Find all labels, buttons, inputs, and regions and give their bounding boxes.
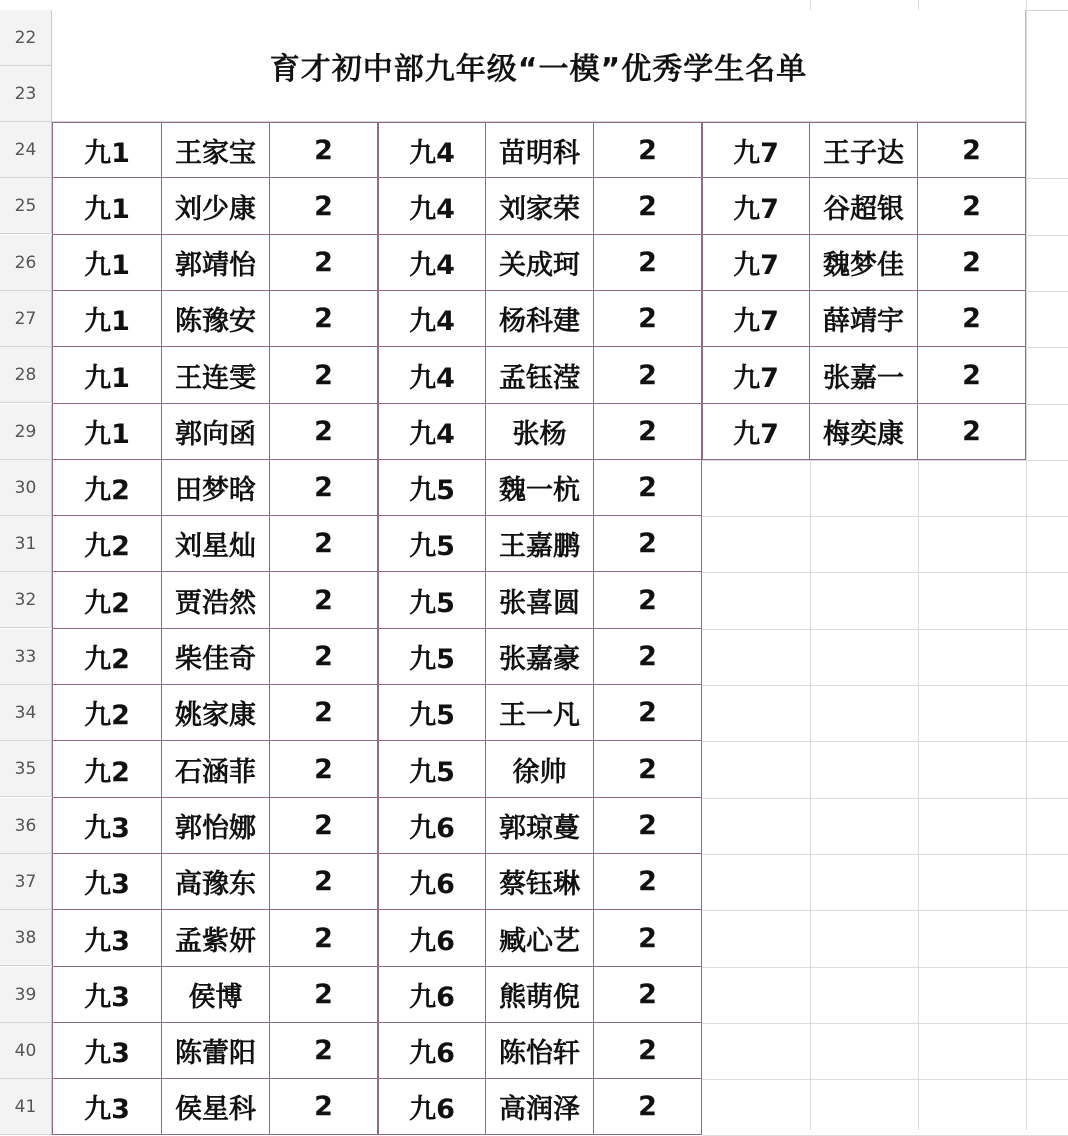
class-cell[interactable]: 九7 xyxy=(702,291,810,347)
class-cell[interactable]: 九5 xyxy=(378,685,486,741)
class-cell[interactable]: 九7 xyxy=(702,235,810,291)
name-cell[interactable]: 郭怡娜 xyxy=(162,798,270,854)
row-header[interactable]: 35 xyxy=(0,741,52,797)
class-cell[interactable]: 九4 xyxy=(378,178,486,235)
score-cell[interactable]: 2 xyxy=(270,685,378,741)
row-header[interactable]: 30 xyxy=(0,460,52,516)
row-header[interactable]: 27 xyxy=(0,291,52,347)
score-cell[interactable]: 2 xyxy=(270,122,378,178)
score-cell[interactable]: 2 xyxy=(270,854,378,910)
score-cell[interactable]: 2 xyxy=(594,460,702,516)
row-header[interactable]: 31 xyxy=(0,516,52,572)
name-cell[interactable]: 熊萌倪 xyxy=(486,967,594,1023)
score-cell[interactable]: 2 xyxy=(918,178,1026,235)
class-cell[interactable]: 九2 xyxy=(52,685,162,741)
class-cell[interactable]: 九1 xyxy=(52,235,162,291)
class-cell[interactable]: 九6 xyxy=(378,910,486,967)
row-header[interactable]: 39 xyxy=(0,967,52,1023)
name-cell[interactable]: 王连雯 xyxy=(162,347,270,404)
score-cell[interactable]: 2 xyxy=(270,516,378,572)
class-cell[interactable]: 九7 xyxy=(702,122,810,178)
class-cell[interactable]: 九5 xyxy=(378,741,486,798)
class-cell[interactable]: 九7 xyxy=(702,404,810,460)
name-cell[interactable]: 杨科建 xyxy=(486,291,594,347)
name-cell[interactable]: 石涵菲 xyxy=(162,741,270,798)
class-cell[interactable]: 九5 xyxy=(378,629,486,685)
class-cell[interactable]: 九2 xyxy=(52,460,162,516)
name-cell[interactable]: 高豫东 xyxy=(162,854,270,910)
class-cell[interactable]: 九3 xyxy=(52,967,162,1023)
name-cell[interactable]: 谷超银 xyxy=(810,178,918,235)
row-header[interactable]: 38 xyxy=(0,910,52,966)
name-cell[interactable]: 郭向函 xyxy=(162,404,270,460)
score-cell[interactable]: 2 xyxy=(270,741,378,798)
class-cell[interactable]: 九4 xyxy=(378,235,486,291)
row-header[interactable]: 32 xyxy=(0,572,52,628)
grid-line xyxy=(702,910,1068,911)
row-header[interactable]: 33 xyxy=(0,629,52,685)
grid-line xyxy=(702,460,1068,461)
class-cell[interactable]: 九1 xyxy=(52,347,162,404)
name-cell[interactable]: 侯星科 xyxy=(162,1079,270,1135)
row-header[interactable]: 41 xyxy=(0,1079,52,1135)
class-cell[interactable]: 九6 xyxy=(378,1023,486,1079)
row-header[interactable]: 36 xyxy=(0,798,52,854)
class-cell[interactable]: 九5 xyxy=(378,460,486,516)
name-cell[interactable]: 郭靖怡 xyxy=(162,235,270,291)
class-cell[interactable]: 九4 xyxy=(378,291,486,347)
class-cell[interactable]: 九1 xyxy=(52,178,162,235)
class-cell[interactable]: 九5 xyxy=(378,572,486,629)
class-cell[interactable]: 九5 xyxy=(378,516,486,572)
score-cell[interactable]: 2 xyxy=(594,404,702,460)
name-cell[interactable]: 关成珂 xyxy=(486,235,594,291)
name-cell[interactable]: 魏梦佳 xyxy=(810,235,918,291)
grid-line xyxy=(702,572,1068,573)
score-cell[interactable]: 2 xyxy=(594,572,702,629)
score-cell[interactable]: 2 xyxy=(594,798,702,854)
score-cell[interactable]: 2 xyxy=(918,122,1026,178)
row-header[interactable]: 34 xyxy=(0,685,52,741)
class-cell[interactable]: 九2 xyxy=(52,572,162,629)
score-cell[interactable]: 2 xyxy=(918,404,1026,460)
class-cell[interactable]: 九6 xyxy=(378,1079,486,1135)
row-header[interactable]: 29 xyxy=(0,404,52,460)
score-cell[interactable]: 2 xyxy=(594,910,702,967)
name-cell[interactable]: 郭琼蔓 xyxy=(486,798,594,854)
class-cell[interactable]: 九7 xyxy=(702,178,810,235)
sheet-title[interactable]: 育才初中部九年级“一模”优秀学生名单 xyxy=(52,10,1026,122)
row-header-23[interactable]: 23 xyxy=(0,66,52,122)
grid-line xyxy=(702,798,1068,799)
score-cell[interactable]: 2 xyxy=(594,741,702,798)
grid-line xyxy=(702,967,1068,968)
score-cell[interactable]: 2 xyxy=(594,629,702,685)
name-cell[interactable]: 张杨 xyxy=(486,404,594,460)
row-header[interactable]: 25 xyxy=(0,178,52,234)
name-cell[interactable]: 王一凡 xyxy=(486,685,594,741)
name-cell[interactable]: 刘星灿 xyxy=(162,516,270,572)
class-cell[interactable]: 九3 xyxy=(52,910,162,967)
row-header-22[interactable]: 22 xyxy=(0,10,52,66)
class-cell[interactable]: 九6 xyxy=(378,854,486,910)
class-cell[interactable]: 九4 xyxy=(378,404,486,460)
class-cell[interactable]: 九3 xyxy=(52,1023,162,1079)
name-cell[interactable]: 刘家荣 xyxy=(486,178,594,235)
score-cell[interactable]: 2 xyxy=(270,460,378,516)
class-cell[interactable]: 九6 xyxy=(378,798,486,854)
name-cell[interactable]: 苗明科 xyxy=(486,122,594,178)
name-cell[interactable]: 王嘉鹏 xyxy=(486,516,594,572)
name-cell[interactable]: 侯博 xyxy=(162,967,270,1023)
class-cell[interactable]: 九3 xyxy=(52,854,162,910)
name-cell[interactable]: 梅奕康 xyxy=(810,404,918,460)
class-cell[interactable]: 九3 xyxy=(52,798,162,854)
score-cell[interactable]: 2 xyxy=(270,967,378,1023)
name-cell[interactable]: 贾浩然 xyxy=(162,572,270,629)
score-cell[interactable]: 2 xyxy=(270,291,378,347)
name-cell[interactable]: 刘少康 xyxy=(162,178,270,235)
row-header[interactable]: 40 xyxy=(0,1023,52,1079)
name-cell[interactable]: 臧心艺 xyxy=(486,910,594,967)
name-cell[interactable]: 田梦晗 xyxy=(162,460,270,516)
name-cell[interactable]: 陈豫安 xyxy=(162,291,270,347)
name-cell[interactable]: 张喜圆 xyxy=(486,572,594,629)
name-cell[interactable]: 高润泽 xyxy=(486,1079,594,1135)
name-cell[interactable]: 张嘉豪 xyxy=(486,629,594,685)
class-cell[interactable]: 九3 xyxy=(52,1079,162,1135)
name-cell[interactable]: 蔡钰琳 xyxy=(486,854,594,910)
class-cell[interactable]: 九1 xyxy=(52,404,162,460)
row-header[interactable]: 26 xyxy=(0,235,52,291)
grid-line xyxy=(702,629,1068,630)
class-cell[interactable]: 九6 xyxy=(378,967,486,1023)
score-cell[interactable]: 2 xyxy=(594,178,702,235)
name-cell[interactable]: 魏一杭 xyxy=(486,460,594,516)
score-cell[interactable]: 2 xyxy=(594,347,702,404)
score-cell[interactable]: 2 xyxy=(594,967,702,1023)
grid-line xyxy=(1026,0,1027,1130)
score-cell[interactable]: 2 xyxy=(918,235,1026,291)
score-cell[interactable]: 2 xyxy=(270,572,378,629)
score-cell[interactable]: 2 xyxy=(270,629,378,685)
class-cell[interactable]: 九4 xyxy=(378,347,486,404)
name-cell[interactable]: 陈蕾阳 xyxy=(162,1023,270,1079)
class-cell[interactable]: 九7 xyxy=(702,347,810,404)
grid-line xyxy=(702,1023,1068,1024)
score-cell[interactable]: 2 xyxy=(594,1079,702,1135)
score-cell[interactable]: 2 xyxy=(270,347,378,404)
class-cell[interactable]: 九2 xyxy=(52,629,162,685)
score-cell[interactable]: 2 xyxy=(594,291,702,347)
score-cell[interactable]: 2 xyxy=(918,347,1026,404)
name-cell[interactable]: 王家宝 xyxy=(162,122,270,178)
score-cell[interactable]: 2 xyxy=(270,910,378,967)
score-cell[interactable]: 2 xyxy=(594,854,702,910)
score-cell[interactable]: 2 xyxy=(270,235,378,291)
score-cell[interactable]: 2 xyxy=(918,291,1026,347)
score-cell[interactable]: 2 xyxy=(270,1079,378,1135)
name-cell[interactable]: 徐帅 xyxy=(486,741,594,798)
grid-line xyxy=(702,854,1068,855)
name-cell[interactable]: 陈怡轩 xyxy=(486,1023,594,1079)
name-cell[interactable]: 王子达 xyxy=(810,122,918,178)
class-cell[interactable]: 九2 xyxy=(52,741,162,798)
name-cell[interactable]: 孟钰滢 xyxy=(486,347,594,404)
score-cell[interactable]: 2 xyxy=(270,1023,378,1079)
score-cell[interactable]: 2 xyxy=(594,1023,702,1079)
score-cell[interactable]: 2 xyxy=(270,798,378,854)
row-header[interactable]: 28 xyxy=(0,347,52,403)
score-cell[interactable]: 2 xyxy=(594,685,702,741)
score-cell[interactable]: 2 xyxy=(594,235,702,291)
score-cell[interactable]: 2 xyxy=(270,178,378,235)
name-cell[interactable]: 张嘉一 xyxy=(810,347,918,404)
grid-line xyxy=(702,685,1068,686)
class-cell[interactable]: 九1 xyxy=(52,122,162,178)
grid-line xyxy=(702,1079,1068,1080)
grid-line xyxy=(702,516,1068,517)
name-cell[interactable]: 姚家康 xyxy=(162,685,270,741)
class-cell[interactable]: 九1 xyxy=(52,291,162,347)
class-cell[interactable]: 九2 xyxy=(52,516,162,572)
score-cell[interactable]: 2 xyxy=(270,404,378,460)
row-header[interactable]: 37 xyxy=(0,854,52,910)
score-cell[interactable]: 2 xyxy=(594,122,702,178)
name-cell[interactable]: 孟紫妍 xyxy=(162,910,270,967)
name-cell[interactable]: 柴佳奇 xyxy=(162,629,270,685)
grid-line xyxy=(702,741,1068,742)
name-cell[interactable]: 薛靖宇 xyxy=(810,291,918,347)
class-cell[interactable]: 九4 xyxy=(378,122,486,178)
row-header[interactable]: 24 xyxy=(0,122,52,178)
score-cell[interactable]: 2 xyxy=(594,516,702,572)
